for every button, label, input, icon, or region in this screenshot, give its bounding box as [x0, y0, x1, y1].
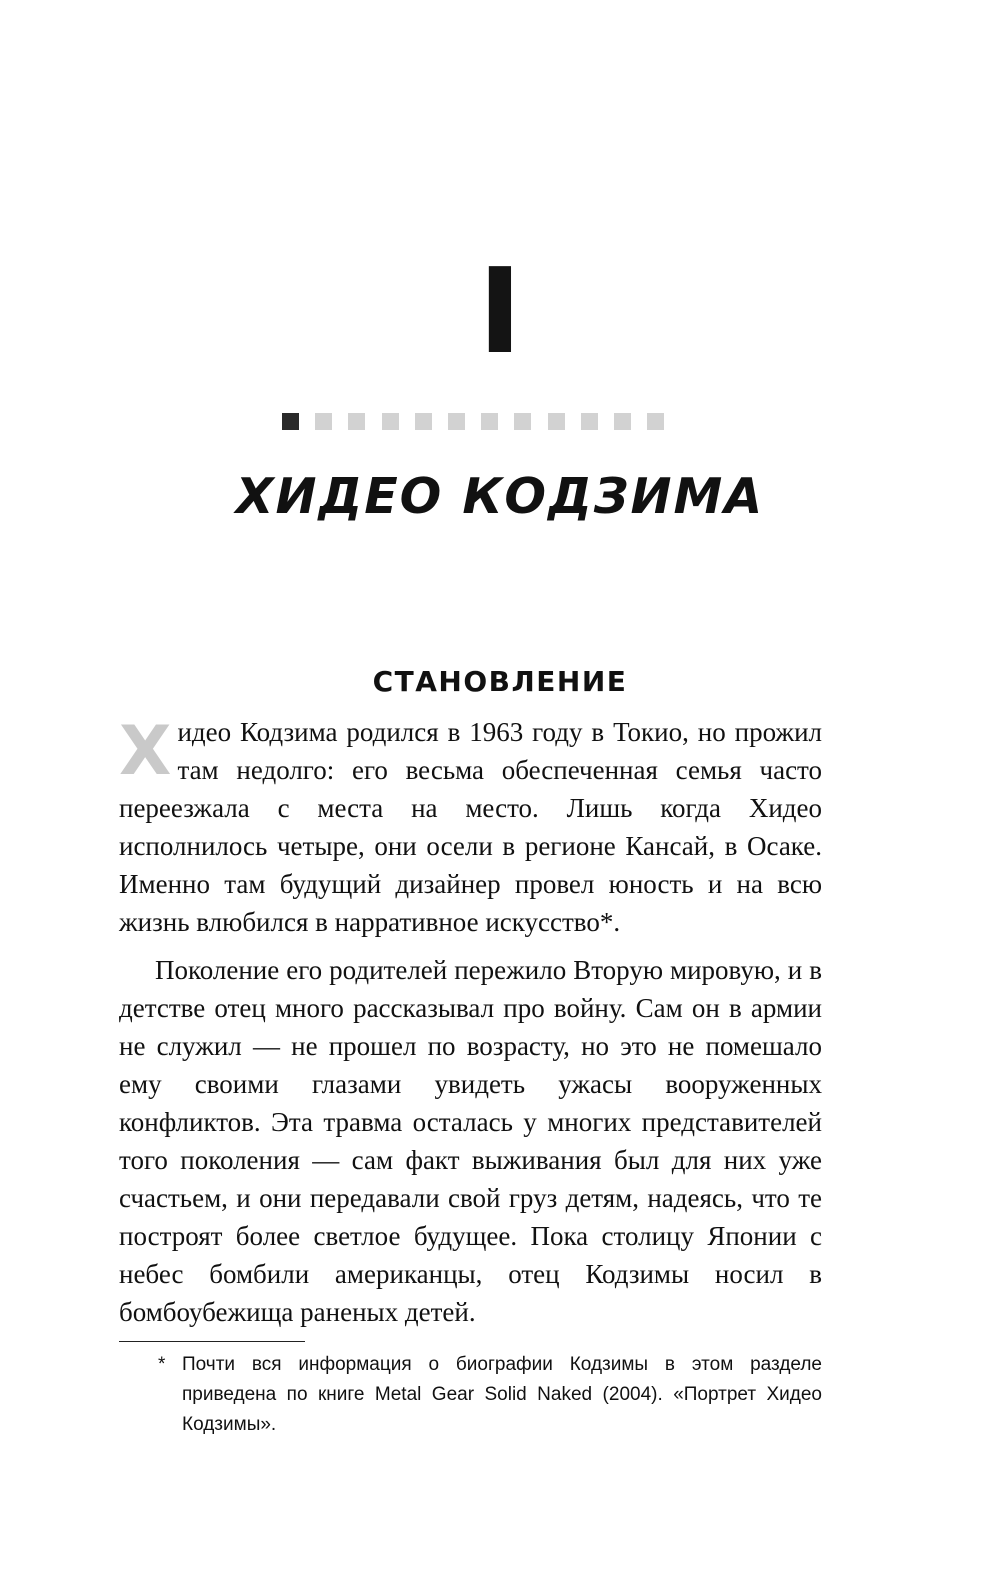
paragraph-1: [119, 713, 822, 942]
chapter-title: ХИДЕО КОДЗИМА: [235, 468, 765, 525]
square-marker: [548, 413, 565, 430]
footnote: [160, 1350, 822, 1440]
square-marker-active: [282, 413, 299, 430]
square-marker: [382, 413, 399, 430]
decorative-squares: [282, 413, 664, 430]
chapter-number: I: [478, 242, 522, 380]
section-title: СТАНОВЛЕНИЕ: [372, 665, 628, 698]
square-marker: [448, 413, 465, 430]
square-marker: [581, 413, 598, 430]
square-marker: [514, 413, 531, 430]
footnote-text: Почти вся информация о биографии Кодзимы в этом разделе приведена по книге Metal Gear Solid Naked (2004). «Портрет Хидео Кодзимы».: [182, 1354, 822, 1435]
square-marker: [481, 413, 498, 430]
paragraph-2: Поколение его родителей пережило Вторую мировую, и в детстве отец много рассказывал про войну. Сам он в армии не служил — не прошел по возрасту, но это не помешало ему своими глазами увидеть ужасы вооруженных конфликтов. Эта травма осталась у многих представителей того поколения — сам факт выживания был для них уже счастьем, и они передавали свой груз детям, надеясь, что те построят более светлое будущее. Пока столицу Японии с небес бомбили американцы, отец Кодзимы носил в бомбоубежища раненых детей.: [119, 954, 822, 1328]
drop-cap: Х: [119, 712, 172, 791]
square-marker: [647, 413, 664, 430]
square-marker: [348, 413, 365, 430]
body-text: [119, 713, 822, 1332]
footnote-marker: *: [158, 1354, 166, 1375]
square-marker: [614, 413, 631, 430]
square-marker: [315, 413, 332, 430]
footnote-divider: [119, 1341, 305, 1342]
square-marker: [415, 413, 432, 430]
paragraph-1-text: идео Кодзима родился в 1963 году в Токио, но прожил там недолго: его весьма обеспеченная семья часто переезжала с места на место. Лишь когда Хидео исполнилось четыре, они осели в регионе Кансай, в Осаке. Именно там будущий дизайнер провел юность и на всю жизнь влюбился в нарративное искусство*.: [119, 717, 822, 938]
